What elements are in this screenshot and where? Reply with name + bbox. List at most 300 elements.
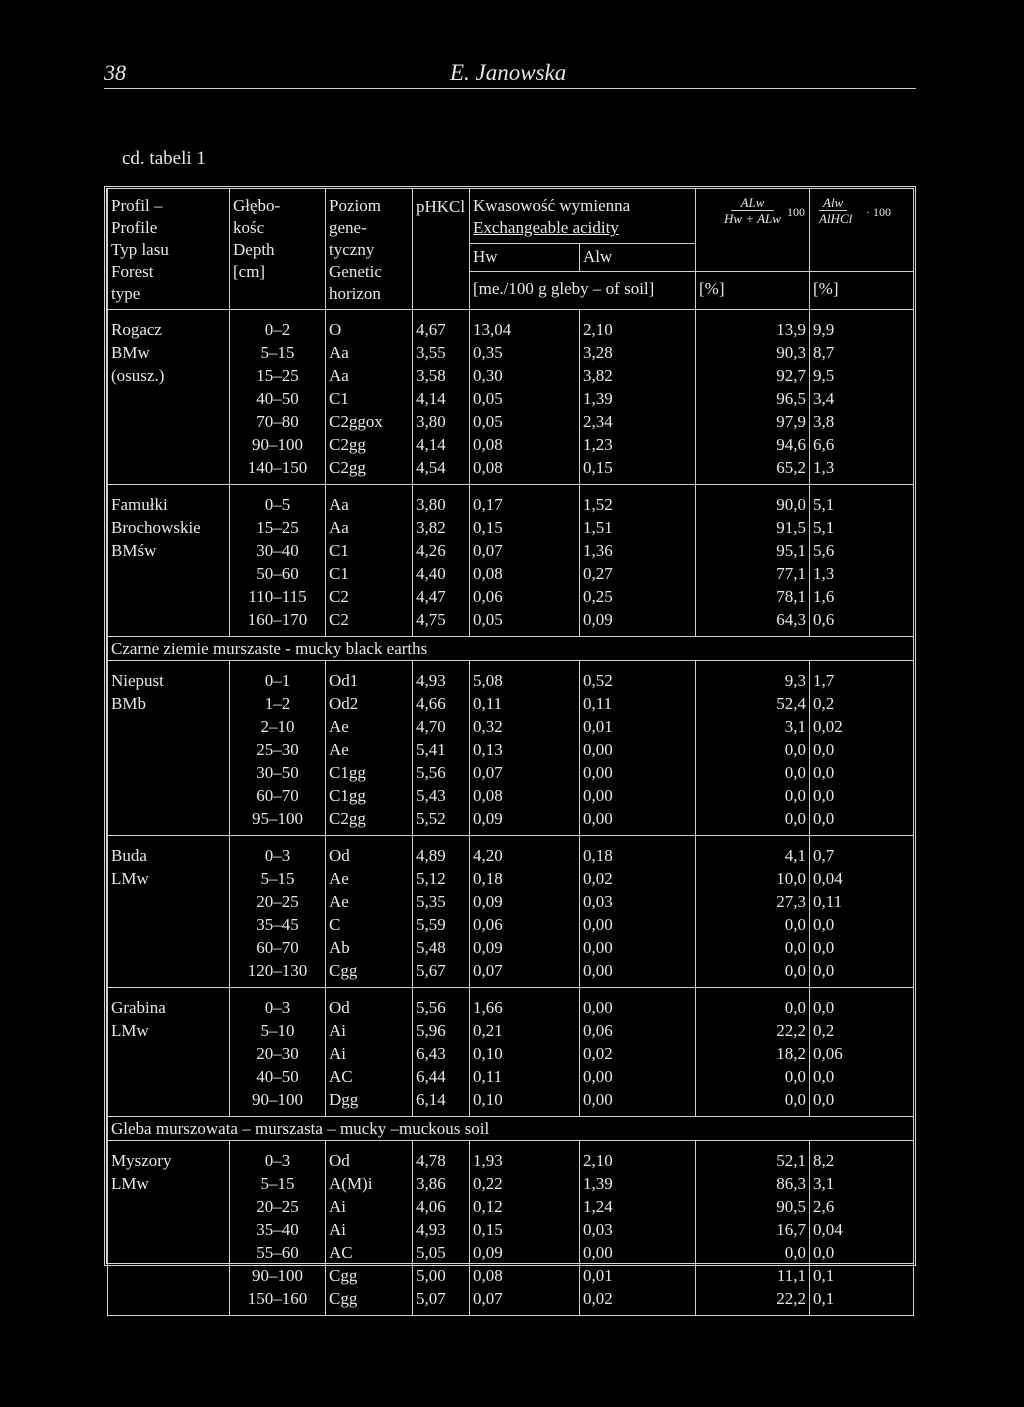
- table-cell: 0,0: [810, 761, 914, 784]
- col-head-ph: pHKCl: [413, 189, 470, 310]
- table-cell: 3,28: [580, 341, 696, 364]
- table-cell: 4,66: [413, 692, 470, 715]
- table-body: [108, 310, 914, 1316]
- table-cell: 3,86: [413, 1172, 470, 1195]
- profile-label: Rogacz: [108, 310, 230, 342]
- table-cell: 0,09: [470, 807, 580, 836]
- table-cell: 5–15: [230, 867, 326, 890]
- table-cell: C: [326, 913, 413, 936]
- table-cell: C1: [326, 387, 413, 410]
- table-cell: 86,3: [696, 1172, 810, 1195]
- section-title: Czarne ziemie murszaste - mucky black earths: [108, 637, 914, 661]
- table-cell: 0,11: [580, 692, 696, 715]
- table-cell: 3,82: [413, 516, 470, 539]
- table-cell: Dgg: [326, 1088, 413, 1117]
- table-cell: 0,08: [470, 456, 580, 485]
- data-table: [107, 189, 914, 1316]
- table-row: [108, 867, 914, 890]
- table-cell: 160–170: [230, 608, 326, 637]
- profile-label: [108, 936, 230, 959]
- table-cell: 11,1: [696, 1264, 810, 1287]
- table-cell: 90–100: [230, 1088, 326, 1117]
- table-cell: 96,5: [696, 387, 810, 410]
- table-cell: 65,2: [696, 456, 810, 485]
- table-row: [108, 539, 914, 562]
- table-row: [108, 913, 914, 936]
- table-cell: 4,54: [413, 456, 470, 485]
- table-cell: Od1: [326, 661, 413, 693]
- table-cell: Cgg: [326, 1264, 413, 1287]
- table-cell: 4,14: [413, 387, 470, 410]
- profile-label: LMw: [108, 1019, 230, 1042]
- table-cell: Aa: [326, 485, 413, 517]
- table-head: [108, 189, 914, 310]
- table-cell: 0,0: [696, 761, 810, 784]
- table-row: [108, 988, 914, 1020]
- table-row: [108, 341, 914, 364]
- table-cell: 0,04: [810, 867, 914, 890]
- table-cell: 5,6: [810, 539, 914, 562]
- table-cell: 6,44: [413, 1065, 470, 1088]
- table-row: [108, 890, 914, 913]
- table-cell: 0,22: [470, 1172, 580, 1195]
- table-cell: 0,7: [810, 836, 914, 868]
- table-cell: 1,36: [580, 539, 696, 562]
- table-cell: Ae: [326, 715, 413, 738]
- table-cell: Aa: [326, 341, 413, 364]
- table-cell: 40–50: [230, 387, 326, 410]
- table-cell: 13,9: [696, 310, 810, 342]
- page-header: [104, 60, 916, 89]
- table-cell: 4,26: [413, 539, 470, 562]
- table-cell: 3,1: [810, 1172, 914, 1195]
- table-cell: 0,06: [580, 1019, 696, 1042]
- table-cell: 0,11: [470, 692, 580, 715]
- table-cell: 0,52: [580, 661, 696, 693]
- table-cell: 0,0: [810, 936, 914, 959]
- table-cell: Od: [326, 836, 413, 868]
- col-head-horizon: Poziom gene- tyczny Genetic horizon: [326, 189, 413, 310]
- table-cell: 64,3: [696, 608, 810, 637]
- table-caption: cd. tabeli 1: [122, 148, 206, 169]
- profile-label: [108, 410, 230, 433]
- table-cell: 0,00: [580, 959, 696, 988]
- table-cell: 0,0: [810, 784, 914, 807]
- table-cell: 15–25: [230, 364, 326, 387]
- table-cell: 0,07: [470, 539, 580, 562]
- table-cell: 5,56: [413, 761, 470, 784]
- profile-label: [108, 1065, 230, 1088]
- table-cell: 0,06: [470, 913, 580, 936]
- table-cell: 0,00: [580, 738, 696, 761]
- table-cell: 13,04: [470, 310, 580, 342]
- profile-label: Famułki: [108, 485, 230, 517]
- table-cell: 0,00: [580, 936, 696, 959]
- table-cell: 0,30: [470, 364, 580, 387]
- table-cell: 0,00: [580, 784, 696, 807]
- table-cell: 25–30: [230, 738, 326, 761]
- table-cell: 1,3: [810, 456, 914, 485]
- table-cell: 5–15: [230, 1172, 326, 1195]
- table-cell: 1,6: [810, 585, 914, 608]
- table-row: [108, 761, 914, 784]
- table-cell: 1,52: [580, 485, 696, 517]
- table-cell: 0,11: [470, 1065, 580, 1088]
- table-cell: 2,10: [580, 1141, 696, 1173]
- table-cell: 4,75: [413, 608, 470, 637]
- table-cell: Od2: [326, 692, 413, 715]
- table-cell: 0,0: [696, 738, 810, 761]
- table-cell: 4,20: [470, 836, 580, 868]
- table-row: [108, 784, 914, 807]
- table-cell: 0,35: [470, 341, 580, 364]
- table-cell: 0–3: [230, 836, 326, 868]
- table-row: [108, 836, 914, 868]
- col-head-alw: Alw: [580, 243, 696, 272]
- profile-label: (osusz.): [108, 364, 230, 387]
- table-cell: 2,34: [580, 410, 696, 433]
- table-cell: 0,00: [580, 913, 696, 936]
- table-cell: 5,59: [413, 913, 470, 936]
- table-cell: C1gg: [326, 761, 413, 784]
- table-cell: 5–10: [230, 1019, 326, 1042]
- col-head-ratio2-unit: [%]: [810, 272, 914, 310]
- table-row: [108, 692, 914, 715]
- table-cell: 3,58: [413, 364, 470, 387]
- table-cell: 5,35: [413, 890, 470, 913]
- profile-label: BMśw: [108, 539, 230, 562]
- profile-label: [108, 1287, 230, 1316]
- table-cell: 40–50: [230, 1065, 326, 1088]
- table-cell: 1,39: [580, 387, 696, 410]
- profile-label: LMw: [108, 1172, 230, 1195]
- table-cell: 5,1: [810, 516, 914, 539]
- profile-label: [108, 807, 230, 836]
- profile-label: [108, 1264, 230, 1287]
- table-cell: 5,43: [413, 784, 470, 807]
- table-cell: C2: [326, 585, 413, 608]
- table-cell: 90,3: [696, 341, 810, 364]
- table-cell: AC: [326, 1241, 413, 1264]
- profile-label: [108, 1195, 230, 1218]
- profile-label: [108, 715, 230, 738]
- table-cell: C2gg: [326, 433, 413, 456]
- table-cell: 0,0: [810, 1241, 914, 1264]
- profile-label: [108, 890, 230, 913]
- table-cell: 0,00: [580, 1088, 696, 1117]
- table-row: [108, 715, 914, 738]
- table-cell: 5,96: [413, 1019, 470, 1042]
- table-cell: 5,48: [413, 936, 470, 959]
- table-cell: 0,0: [696, 807, 810, 836]
- table-cell: 2–10: [230, 715, 326, 738]
- table-cell: 0,15: [580, 456, 696, 485]
- table-row: [108, 310, 914, 342]
- table-cell: 20–25: [230, 890, 326, 913]
- table-row: [108, 1287, 914, 1316]
- page-number: 38: [104, 60, 126, 85]
- table-cell: Od: [326, 1141, 413, 1173]
- running-author: E. Janowska: [450, 60, 567, 85]
- table-cell: 0,05: [470, 608, 580, 637]
- table-row: [108, 807, 914, 836]
- table-cell: Aa: [326, 516, 413, 539]
- table-cell: 10,0: [696, 867, 810, 890]
- table-cell: 0,00: [580, 807, 696, 836]
- table-cell: Cgg: [326, 1287, 413, 1316]
- table-cell: Ai: [326, 1042, 413, 1065]
- table-cell: 0,25: [580, 585, 696, 608]
- table-cell: 6,43: [413, 1042, 470, 1065]
- table-cell: 0,18: [470, 867, 580, 890]
- table-cell: 0,0: [810, 807, 914, 836]
- table-row: [108, 585, 914, 608]
- table-cell: 1,23: [580, 433, 696, 456]
- table-cell: 0,10: [470, 1088, 580, 1117]
- table-cell: 0,06: [470, 585, 580, 608]
- table-cell: 1,51: [580, 516, 696, 539]
- table-cell: C2ggox: [326, 410, 413, 433]
- table-cell: 91,5: [696, 516, 810, 539]
- profile-label: Buda: [108, 836, 230, 868]
- table-cell: 0,0: [696, 959, 810, 988]
- table-cell: AC: [326, 1065, 413, 1088]
- table-cell: 0,05: [470, 387, 580, 410]
- table-cell: 0,03: [580, 1218, 696, 1241]
- table-cell: 1,24: [580, 1195, 696, 1218]
- table-row: [108, 1065, 914, 1088]
- table-cell: 0,07: [470, 959, 580, 988]
- table-cell: 0,15: [470, 516, 580, 539]
- table-cell: 4,89: [413, 836, 470, 868]
- table-cell: C2gg: [326, 807, 413, 836]
- table-row: [108, 516, 914, 539]
- table-cell: 0,08: [470, 433, 580, 456]
- table-cell: 0,0: [810, 988, 914, 1020]
- table-cell: 1,7: [810, 661, 914, 693]
- col-head-acidity: Kwasowość wymienna Exchangeable acidity: [470, 189, 696, 243]
- table-cell: 70–80: [230, 410, 326, 433]
- table-cell: 4,06: [413, 1195, 470, 1218]
- table-row: [108, 364, 914, 387]
- table-cell: 9,9: [810, 310, 914, 342]
- table-cell: 0,02: [580, 867, 696, 890]
- table-cell: 0,2: [810, 692, 914, 715]
- table-cell: 0,13: [470, 738, 580, 761]
- profile-label: [108, 761, 230, 784]
- table-cell: 5,12: [413, 867, 470, 890]
- table-cell: 0,17: [470, 485, 580, 517]
- table-cell: 35–45: [230, 913, 326, 936]
- table-cell: 0,08: [470, 784, 580, 807]
- table-cell: 9,5: [810, 364, 914, 387]
- section-row: [108, 1117, 914, 1141]
- table-cell: 5,67: [413, 959, 470, 988]
- table-row: [108, 1218, 914, 1241]
- table-cell: 97,9: [696, 410, 810, 433]
- table-row: [108, 936, 914, 959]
- table-cell: 52,4: [696, 692, 810, 715]
- table-cell: Ae: [326, 738, 413, 761]
- table-cell: 0,08: [470, 562, 580, 585]
- table-cell: 5–15: [230, 341, 326, 364]
- table-cell: 0,04: [810, 1218, 914, 1241]
- table-cell: 0,09: [470, 1241, 580, 1264]
- table-cell: 0–3: [230, 1141, 326, 1173]
- table-cell: 0,0: [696, 784, 810, 807]
- table-cell: 3,1: [696, 715, 810, 738]
- table-row: [108, 410, 914, 433]
- table-cell: 0,0: [810, 959, 914, 988]
- table-cell: 150–160: [230, 1287, 326, 1316]
- table-cell: Ae: [326, 890, 413, 913]
- col-head-ratio2: Alw AlHCl · 100: [810, 189, 914, 272]
- table-cell: 2,6: [810, 1195, 914, 1218]
- table-cell: 0,0: [696, 1088, 810, 1117]
- table-cell: 52,1: [696, 1141, 810, 1173]
- table-cell: 22,2: [696, 1287, 810, 1316]
- table-cell: C1: [326, 562, 413, 585]
- table-cell: 0,11: [810, 890, 914, 913]
- profile-label: [108, 959, 230, 988]
- table-cell: 18,2: [696, 1042, 810, 1065]
- table-row: [108, 1241, 914, 1264]
- table-cell: 4,1: [696, 836, 810, 868]
- table-cell: Ab: [326, 936, 413, 959]
- table-cell: 1,66: [470, 988, 580, 1020]
- table-cell: 0,18: [580, 836, 696, 868]
- table-row: [108, 387, 914, 410]
- table-cell: Ai: [326, 1195, 413, 1218]
- soil-acidity-table: [104, 186, 916, 1308]
- profile-label: [108, 608, 230, 637]
- table-cell: 78,1: [696, 585, 810, 608]
- table-row: [108, 1019, 914, 1042]
- table-cell: C2: [326, 608, 413, 637]
- table-cell: 5,08: [470, 661, 580, 693]
- table-cell: 0,07: [470, 1287, 580, 1316]
- col-head-profile: Profil – Profile Typ lasu Forest type: [108, 189, 230, 310]
- table-cell: Ai: [326, 1218, 413, 1241]
- table-cell: 1,3: [810, 562, 914, 585]
- col-head-ratio1: ALw Hw + ALw 100: [696, 189, 810, 272]
- table-cell: 0,03: [580, 890, 696, 913]
- table-cell: 90–100: [230, 1264, 326, 1287]
- table-row: [108, 738, 914, 761]
- table-cell: 27,3: [696, 890, 810, 913]
- profile-label: [108, 1218, 230, 1241]
- table-cell: 0,12: [470, 1195, 580, 1218]
- table-cell: 16,7: [696, 1218, 810, 1241]
- table-cell: 4,40: [413, 562, 470, 585]
- profile-label: [108, 585, 230, 608]
- profile-label: Brochowskie: [108, 516, 230, 539]
- table-cell: 94,6: [696, 433, 810, 456]
- table-cell: Ai: [326, 1019, 413, 1042]
- table-cell: 0,02: [580, 1287, 696, 1316]
- table-cell: 0,21: [470, 1019, 580, 1042]
- table-cell: 95,1: [696, 539, 810, 562]
- table-cell: 8,2: [810, 1141, 914, 1173]
- table-row: [108, 1141, 914, 1173]
- table-cell: 0,0: [810, 913, 914, 936]
- table-cell: 0,0: [696, 936, 810, 959]
- table-cell: 4,14: [413, 433, 470, 456]
- table-cell: 8,7: [810, 341, 914, 364]
- table-cell: 3,80: [413, 410, 470, 433]
- table-cell: 6,6: [810, 433, 914, 456]
- profile-label: Grabina: [108, 988, 230, 1020]
- table-cell: 5,05: [413, 1241, 470, 1264]
- table-cell: 50–60: [230, 562, 326, 585]
- table-cell: 0,06: [810, 1042, 914, 1065]
- table-cell: 5,56: [413, 988, 470, 1020]
- table-cell: 3,55: [413, 341, 470, 364]
- table-cell: 0,6: [810, 608, 914, 637]
- table-cell: 55–60: [230, 1241, 326, 1264]
- profile-label: [108, 784, 230, 807]
- col-head-acidity-unit: [me./100 g gleby – of soil]: [470, 272, 696, 310]
- table-cell: 4,93: [413, 1218, 470, 1241]
- table-cell: 0–5: [230, 485, 326, 517]
- table-cell: 77,1: [696, 562, 810, 585]
- col-head-depth: Głębo- kośc Depth [cm]: [230, 189, 326, 310]
- table-cell: C1: [326, 539, 413, 562]
- table-cell: C1gg: [326, 784, 413, 807]
- table-cell: 0,01: [580, 715, 696, 738]
- table-cell: 3,8: [810, 410, 914, 433]
- table-cell: 0,0: [810, 1065, 914, 1088]
- table-cell: 0,2: [810, 1019, 914, 1042]
- table-cell: 2,10: [580, 310, 696, 342]
- table-cell: 6,14: [413, 1088, 470, 1117]
- table-cell: 0,01: [580, 1264, 696, 1287]
- table-cell: 0,10: [470, 1042, 580, 1065]
- profile-label: [108, 562, 230, 585]
- table-cell: 30–40: [230, 539, 326, 562]
- table-cell: 0–2: [230, 310, 326, 342]
- table-cell: 20–25: [230, 1195, 326, 1218]
- table-cell: 5,52: [413, 807, 470, 836]
- table-row: [108, 433, 914, 456]
- table-cell: 0,15: [470, 1218, 580, 1241]
- table-cell: 3,4: [810, 387, 914, 410]
- table-cell: 1,39: [580, 1172, 696, 1195]
- table-cell: 0,0: [696, 1065, 810, 1088]
- table-cell: 0,07: [470, 761, 580, 784]
- table-row: [108, 456, 914, 485]
- table-cell: 0,05: [470, 410, 580, 433]
- table-cell: 4,70: [413, 715, 470, 738]
- table-cell: 60–70: [230, 784, 326, 807]
- table-cell: 35–40: [230, 1218, 326, 1241]
- table-row: [108, 608, 914, 637]
- table-cell: 9,3: [696, 661, 810, 693]
- section-title: Gleba murszowata – murszasta – mucky –muckous soil: [108, 1117, 914, 1141]
- profile-label: [108, 456, 230, 485]
- table-cell: 30–50: [230, 761, 326, 784]
- table-cell: 110–115: [230, 585, 326, 608]
- ratio2-multiplier: · 100: [866, 205, 891, 219]
- col-head-hw: Hw: [470, 243, 580, 272]
- table-cell: 0,00: [580, 988, 696, 1020]
- table-cell: 22,2: [696, 1019, 810, 1042]
- table-cell: 0,0: [696, 988, 810, 1020]
- ratio1-multiplier: 100: [787, 205, 805, 219]
- table-row: [108, 562, 914, 585]
- profile-label: [108, 913, 230, 936]
- table-cell: 5,00: [413, 1264, 470, 1287]
